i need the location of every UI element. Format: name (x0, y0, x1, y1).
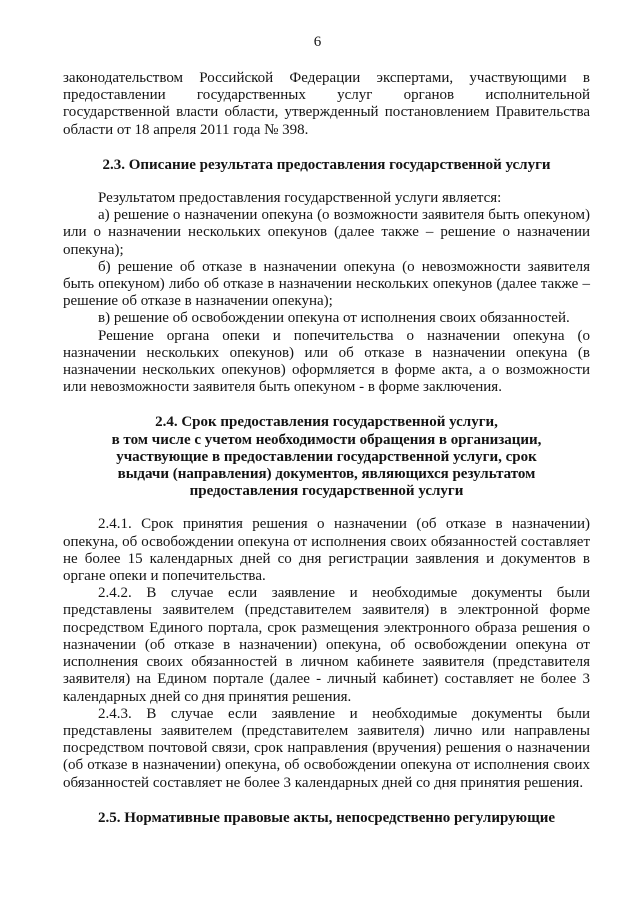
section-2-5-heading: 2.5. Нормативные правовые акты, непосредственно регулирующие (97, 809, 556, 826)
section-2-3-item-b: б) решение об отказе в назначении опекуна (о невозможности заявителя быть опекуном) либо об отказе в назначении нескольких опекунов (далее также – решение об отказе в назначении опекуна); (63, 258, 590, 310)
section-2-3-intro: Результатом предоставления государственной услуги является: (98, 190, 502, 207)
section-2-4-heading-line: 2.4. Срок предоставления государственной услуги, (155, 414, 498, 431)
section-2-4-heading-line: участвующие в предоставлении государственной услуги, срок (116, 448, 537, 465)
section-2-4-heading (63, 414, 590, 500)
paragraph-2-4-3: 2.4.3. В случае если заявление и необходимые документы были представлены заявителем (представителем заявителя) лично или направлены посредством почтовой связи, срок направления (вручения) решения о назначении (об отказе в назначении) опекуна, об освобождении опекуна от исполнения своих обязанностей составляет не более 3 календарных дней со дня принятия решения. (63, 705, 590, 791)
section-2-3-closing: Решение органа опеки и попечительства о назначении опекуна (о назначении нескольких опекунов) или об отказе в назначении опекуна (в назначении нескольких опекунов) оформляется в форме акта, а о возможности или невозможности заявителя быть опекуном - в форме заключения. (63, 327, 590, 396)
section-2-3-item-c: в) решение об освобождении опекуна от исполнения своих обязанностей. (98, 310, 570, 327)
document-body (63, 70, 590, 827)
paragraph-continuation: законодательством Российской Федерации экспертами, участвующими в предоставлении государственных услуг органов исполнительной государственной власти области, утвержденный постановлением Правительства области от 18 апреля 2011 года № 398. (63, 70, 590, 138)
paragraph-2-4-1: 2.4.1. Срок принятия решения о назначении (об отказе в назначении) опекуна, об освобождении опекуна от исполнения своих обязанностей составляет не более 15 календарных дней со дня регистрации заявления и документов в органе опеки и попечительства. (63, 516, 590, 585)
section-2-3-heading: 2.3. Описание результата предоставления государственной услуги (102, 156, 551, 173)
section-2-4-heading-line: предоставления государственной услуги (189, 483, 464, 500)
section-2-3-item-a: а) решение о назначении опекуна (о возможности заявителя быть опекуном) или о назначении нескольких опекунов (далее также – решение о назначении опекуна); (63, 207, 590, 258)
section-2-4-heading-line: выдачи (направления) документов, являющихся результатом (117, 466, 536, 483)
page-number: 6 (313, 34, 322, 50)
section-2-4-heading-line: в том числе с учетом необходимости обращения в организации, (111, 431, 542, 448)
paragraph-2-4-2: 2.4.2. В случае если заявление и необходимые документы были представлены заявителем (представителем заявителя) в электронной форме посредством Единого портала, срок размещения электронного образа решения о назначении (об отказе в назначении) опекуна, об освобождении опекуна от исполнения своих обязанностей в личном кабинете заявителя (представителя заявителя) на Едином портале (далее - личный кабинет) составляет не более 3 календарных дней со дня принятия решения. (63, 585, 590, 705)
